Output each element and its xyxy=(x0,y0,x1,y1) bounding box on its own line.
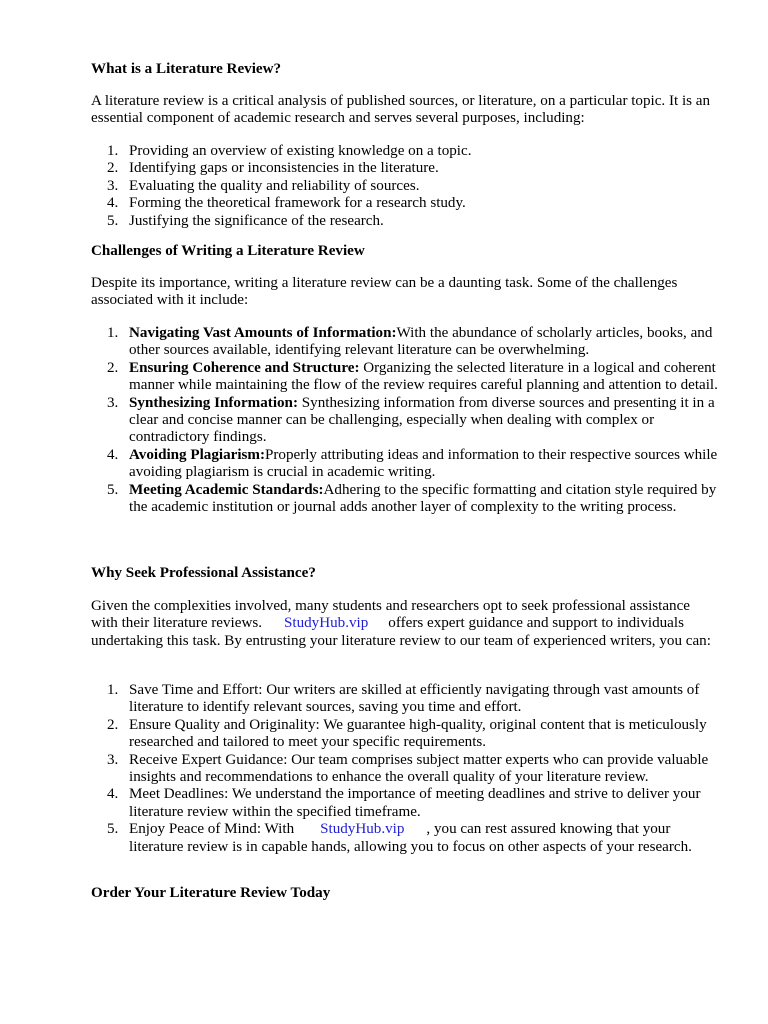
intro-paragraph: A literature review is a critical analysis of published sources, or literature, on a particular topic. It is an essential component of academic research and serves several purposes, including: xyxy=(91,93,711,127)
list-item: 1. Providing an overview of existing knowledge on a topic. xyxy=(107,143,472,159)
challenges-list xyxy=(91,325,721,516)
purposes-list xyxy=(91,143,721,230)
list-item: 3. Receive Expert Guidance: Our team comprises subject matter experts who can provide valuable insights and recommendations to enhance the overall quality of your literature review. xyxy=(107,751,709,786)
list-item: 4. Meet Deadlines: We understand the importance of meeting deadlines and strive to deliver your literature review within the specified timeframe. xyxy=(107,786,701,820)
heading-what-is-literature-review: What is a Literature Review? xyxy=(91,61,282,77)
list-item: 1. Navigating Vast Amounts of Information:With the abundance of scholarly articles, books, and other sources available, identifying relevant literature can be overwhelming. xyxy=(107,325,713,359)
list-item: 5. Meeting Academic Standards:Adhering to the specific formatting and citation style required by the academic institution or journal adds another layer of complexity to the writing process. xyxy=(107,481,717,516)
list-item: 5. Justifying the significance of the research. xyxy=(107,212,384,229)
list-item: 2. Ensure Quality and Originality: We guarantee high-quality, original content that is meticulously researched and tailored to meet your specific requirements. xyxy=(107,716,707,751)
benefits-list xyxy=(91,682,721,856)
list-item: 2. Ensuring Coherence and Structure: Organizing the selected literature in a logical and coherent manner while maintaining the flow of the review requires careful planning and attention to detail. xyxy=(107,359,718,394)
assistance-intro-paragraph: Given the complexities involved, many students and researchers opt to seek professional assistance with their literature reviews. StudyHub.vip offers expert guidance and support to individuals undertaking this task. By entrusting your literature review to our team of experienced writers, you can: xyxy=(91,598,711,649)
heading-why-seek-assistance: Why Seek Professional Assistance? xyxy=(91,565,316,581)
studyhub-link-inline[interactable]: StudyHub.vip xyxy=(320,821,405,838)
heading-challenges: Challenges of Writing a Literature Review xyxy=(91,243,365,259)
item-title: Ensuring Coherence and Structure: xyxy=(129,359,360,376)
item-title: Navigating Vast Amounts of Information: xyxy=(129,325,397,341)
list-item: 4. Avoiding Plagiarism:Properly attributing ideas and information to their respective sources while avoiding plagiarism is crucial in academic writing. xyxy=(107,446,718,481)
item-title: Meeting Academic Standards: xyxy=(129,481,324,498)
list-item: 1. Save Time and Effort: Our writers are skilled at efficiently navigating through vast amounts of literature to identify relevant sources, saving you time and effort. xyxy=(107,682,700,716)
list-item: 4. Forming the theoretical framework for a research study. xyxy=(107,195,466,212)
list-item: 2. Identifying gaps or inconsistencies in the literature. xyxy=(107,160,439,177)
list-item: 3. Evaluating the quality and reliability of sources. xyxy=(107,177,420,194)
list-item: 3. Synthesizing Information: Synthesizing information from diverse sources and presenting it in a clear and concise manner can be challenging, especially when dealing with complex or contradictory findings. xyxy=(107,394,715,446)
list-item: 5. Enjoy Peace of Mind: With StudyHub.vip , you can rest assured knowing that your literature review is in capable hands, allowing you to focus on other aspects of your research. xyxy=(107,821,692,855)
heading-order-today: Order Your Literature Review Today xyxy=(91,885,331,901)
challenges-intro-paragraph: Despite its importance, writing a literature review can be a daunting task. Some of the challenges associated with it include: xyxy=(91,275,678,309)
item-title: Avoiding Plagiarism: xyxy=(129,446,265,463)
studyhub-link[interactable]: StudyHub.vip xyxy=(284,615,369,632)
item-title: Synthesizing Information: xyxy=(129,394,298,411)
